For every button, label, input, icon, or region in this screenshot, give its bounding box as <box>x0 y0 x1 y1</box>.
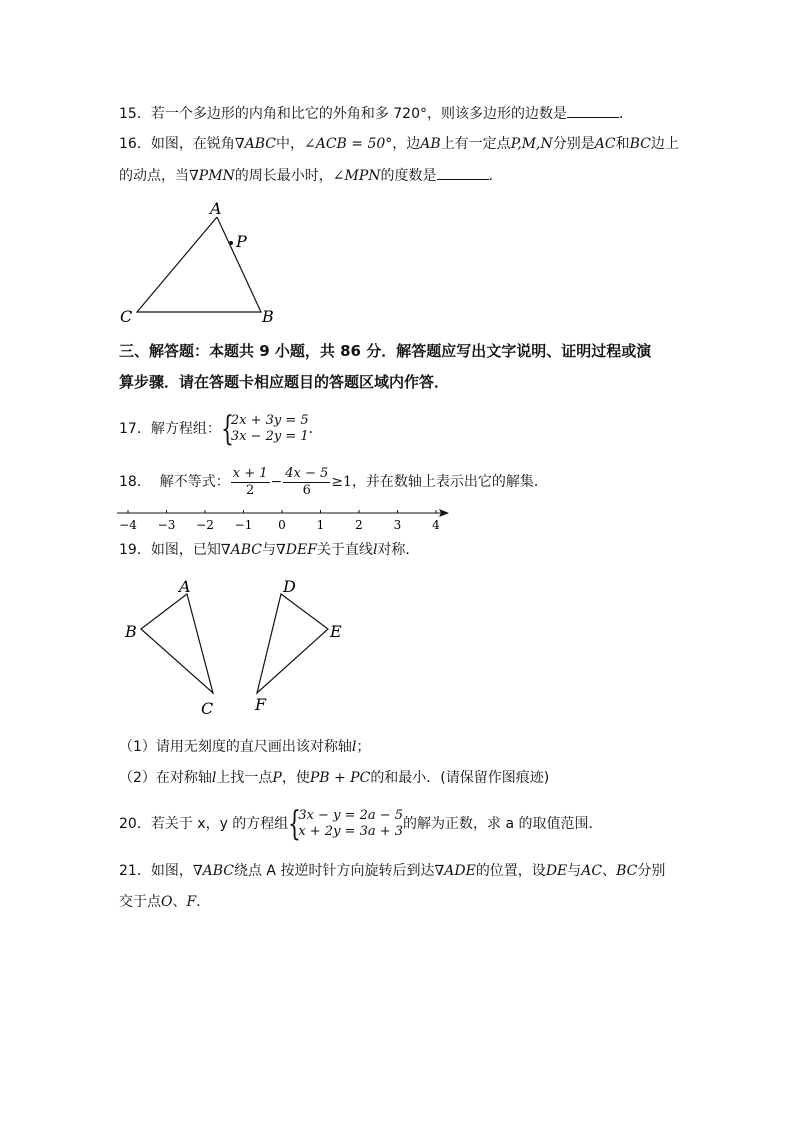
equation-system: { 2x + 3y = 5 3x − 2y = 1 <box>220 409 309 449</box>
number-line-tick-label: 4 <box>432 518 440 532</box>
answer-blank <box>567 103 619 118</box>
triangle-abc <box>141 594 213 693</box>
question-number: 16． <box>119 136 151 152</box>
label-d: D <box>283 577 296 596</box>
question-text: 若一个多边形的内角和比它的外角和多 720°，则该多边形的边数是 <box>150 106 567 122</box>
question-18: 18． 解不等式： $\frac{x + 1}{2}$ − $\frac{4x - 5}{6}$ ≥1，并在数轴上表示出它的解集． <box>119 465 548 498</box>
question-21-line-1: 21．如图，∇ABC绕点 A 按逆时针方向旋转后到达∇ADE的位置，设DE与AC、BC分别 <box>119 863 666 879</box>
label-b: B <box>125 622 137 641</box>
number-line-tick-label: −4 <box>119 518 137 532</box>
fraction-2: $\frac{4x - 5}{6}$ <box>285 465 329 498</box>
label-b: B <box>262 307 274 326</box>
section-heading: 三、解答题：本题共 9 小题，共 86 分．解答题应写出文字说明、证明过程或演 <box>119 342 652 360</box>
question-number: 17． <box>119 421 151 437</box>
number-line-tick-label: 2 <box>355 518 363 532</box>
label-c: C <box>201 699 214 718</box>
question-number: 18． <box>119 474 151 490</box>
question-19-part-1: （1）请用无刻度的直尺画出该对称轴l； <box>119 739 371 755</box>
label-f: F <box>255 695 267 714</box>
triangle-symbol: ∇ <box>189 168 199 184</box>
answer-blank <box>437 165 489 180</box>
label-p: P <box>236 232 247 251</box>
number-line-tick-label: 3 <box>393 518 402 532</box>
question-16-line-1: 16．如图，在锐角∇ABC中，∠ACB = 50°，边AB上有一定点P,M,N分别是AC和BC边上 <box>119 136 679 152</box>
question-19-part-2: （2）在对称轴l上找一点P，使PB + PC的和最小．(请保留作图痕迹) <box>119 770 550 786</box>
triangle-symbol: ∇ <box>220 542 231 558</box>
triangle-def <box>257 594 328 693</box>
question-number: 15． <box>119 106 151 122</box>
number-line-tick-label: −3 <box>157 518 176 532</box>
label-a: A <box>210 199 222 218</box>
question-number: 21． <box>119 863 151 879</box>
number-line-tick-label: 0 <box>278 518 286 532</box>
number-line <box>112 505 457 535</box>
q19-symmetric-triangles-figure <box>115 575 355 720</box>
brace-icon: { <box>288 804 302 844</box>
triangle-symbol: ∇ <box>192 863 203 879</box>
triangle-symbol: ∇ <box>434 863 445 879</box>
question-21-line-2: 交于点O、F． <box>119 894 211 910</box>
number-line-tick-label: 1 <box>316 518 325 532</box>
question-number: 19． <box>119 542 151 558</box>
question-number: 20． <box>119 816 151 832</box>
label-a: A <box>179 577 191 596</box>
triangle-symbol: ∇ <box>234 136 245 152</box>
question-19: 19．如图，已知∇ABC与∇DEF关于直线l对称． <box>119 542 420 558</box>
point-p <box>229 241 233 245</box>
fraction-1: $\frac{x + 1}{2}$ <box>232 465 268 498</box>
number-line-tick-label: −1 <box>234 518 253 532</box>
section-heading-cont: 算步骤．请在答题卡相应题目的答题区域内作答． <box>119 373 450 391</box>
brace-icon: { <box>220 409 234 449</box>
number-line-tick-label: −2 <box>196 518 214 532</box>
label-c: C <box>120 307 133 326</box>
q16-triangle-figure <box>110 195 290 330</box>
question-16-line-2: 的动点，当∇PMN的周长最小时，∠MPN的度数是 ． <box>119 165 503 186</box>
equation-system: { 3x − y = 2a − 5 x + 2y = 3a + 3 <box>288 804 404 844</box>
triangle-symbol: ∇ <box>275 542 286 558</box>
question-20: 20．若关于 x，y 的方程组 { 3x − y = 2a − 5 x + 2y = 3a + 3 的解为正数，求 a 的取值范围． <box>119 804 603 844</box>
question-15: 15．若一个多边形的内角和比它的外角和多 720°，则该多边形的边数是 ． <box>119 103 633 124</box>
label-e: E <box>330 622 342 641</box>
question-17: 17．解方程组： { 2x + 3y = 5 3x − 2y = 1 ． <box>119 409 323 449</box>
